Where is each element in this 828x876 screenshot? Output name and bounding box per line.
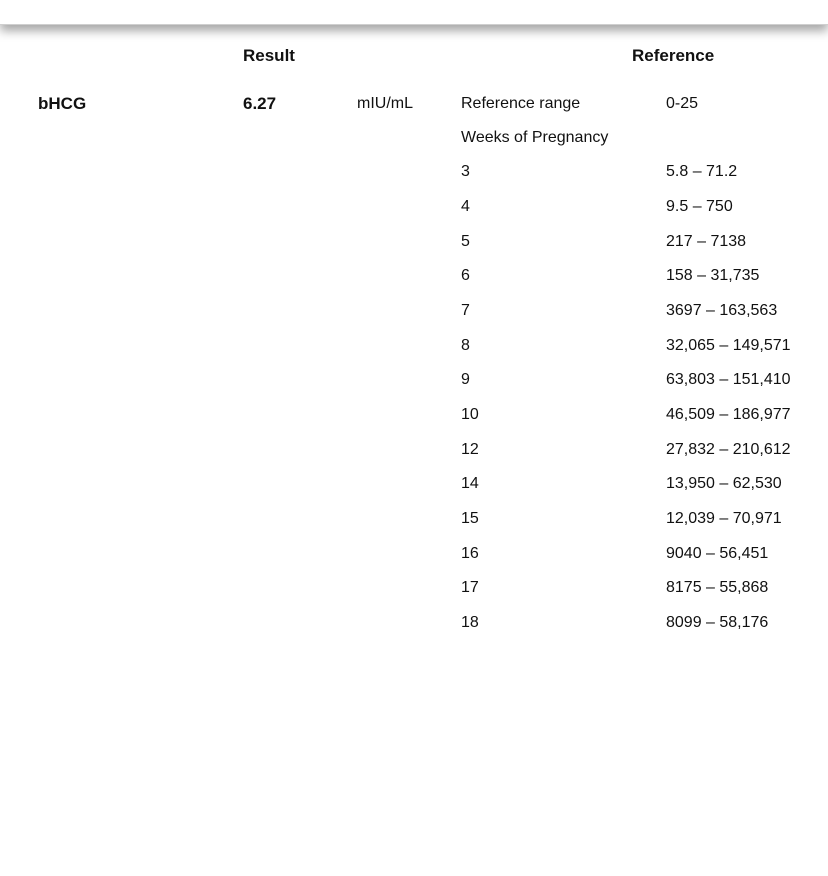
- week-range: 9.5 – 750: [666, 198, 733, 215]
- week-range: 13,950 – 62,530: [666, 475, 782, 492]
- week-range: 12,039 – 70,971: [666, 510, 782, 527]
- week-number: 6: [461, 267, 470, 284]
- week-number: 4: [461, 198, 470, 215]
- week-number: 12: [461, 441, 479, 458]
- week-range: 27,832 – 210,612: [666, 441, 791, 458]
- week-range: 5.8 – 71.2: [666, 163, 738, 180]
- reference-header: Reference: [632, 46, 715, 65]
- test-result-value: 6.27: [243, 94, 277, 113]
- test-name: bHCG: [38, 94, 87, 113]
- week-number: 10: [461, 406, 479, 423]
- week-range: 9040 – 56,451: [666, 545, 769, 562]
- week-number: 3: [461, 163, 470, 180]
- result-header: Result: [243, 46, 295, 65]
- reference-range-label: Reference range: [461, 95, 581, 112]
- week-number: 8: [461, 337, 470, 354]
- week-range: 32,065 – 149,571: [666, 337, 791, 354]
- week-number: 5: [461, 233, 470, 250]
- week-number: 9: [461, 371, 470, 388]
- week-number: 17: [461, 579, 479, 596]
- reference-range-value: 0-25: [666, 95, 699, 112]
- week-range: 8175 – 55,868: [666, 579, 769, 596]
- week-range: 63,803 – 151,410: [666, 371, 791, 388]
- test-unit: mIU/mL: [357, 95, 413, 112]
- week-range: 217 – 7138: [666, 233, 747, 250]
- week-number: 15: [461, 510, 479, 527]
- weeks-heading: Weeks of Pregnancy: [461, 129, 609, 146]
- week-range: 158 – 31,735: [666, 267, 760, 284]
- week-number: 18: [461, 614, 479, 631]
- week-number: 7: [461, 302, 470, 319]
- week-range: 46,509 – 186,977: [666, 406, 791, 423]
- week-range: 8099 – 58,176: [666, 614, 769, 631]
- week-range: 3697 – 163,563: [666, 302, 778, 319]
- page-top-edge: [0, 0, 828, 25]
- week-number: 16: [461, 545, 479, 562]
- week-number: 14: [461, 475, 479, 492]
